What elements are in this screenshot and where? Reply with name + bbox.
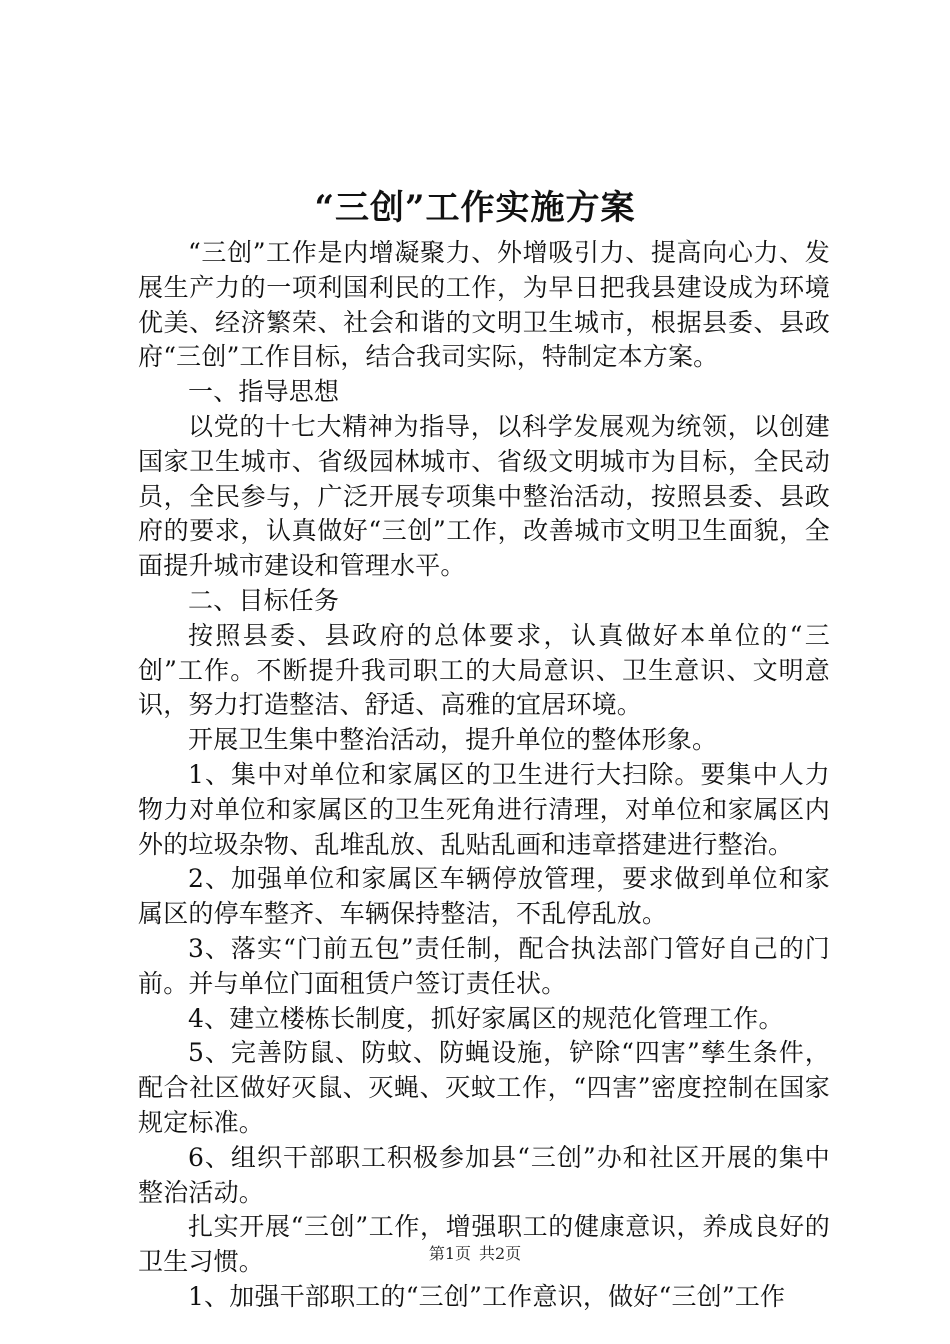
- page-total: 共2页: [479, 1244, 522, 1263]
- section-heading-goals-tasks: 二、目标任务: [188, 585, 340, 615]
- document-body: [138, 236, 830, 1315]
- list-item: 1、加强干部职工的“三创”工作意识，做好“三创”工作: [188, 1281, 786, 1311]
- list-item: 4、建立楼栋长制度，抓好家属区的规范化管理工作。: [188, 1003, 784, 1033]
- list-item: 1、集中对单位和家属区的卫生进行大扫除。要集中人力物力对单位和家属区的卫生死角进行清理，对单位和家属区内外的垃圾杂物、乱堆乱放、乱贴乱画和违章搭建进行整治。: [138, 759, 830, 859]
- list-item: 6、组织干部职工积极参加县“三创”办和社区开展的集中整治活动。: [138, 1142, 830, 1207]
- list-item: 3、落实“门前五包”责任制，配合执法部门管好自己的门前。并与单位门面租赁户签订责任状。: [138, 933, 830, 998]
- guiding-ideology-paragraph: 以党的十七大精神为指导，以科学发展观为统领，以创建国家卫生城市、省级园林城市、省级文明城市为目标，全民动员，全民参与，广泛开展专项集中整治活动，按照县委、县政府的要求，认真做好“三创”工作，改善城市文明卫生面貌，全面提升城市建设和管理水平。: [138, 411, 830, 581]
- list-item: 5、完善防鼠、防蚊、防蝇设施，铲除“四害”孳生条件，配合社区做好灭鼠、灭蝇、灭蚊工作，“四害”密度控制在国家规定标准。: [138, 1038, 830, 1137]
- page-number: 第1页: [428, 1244, 471, 1263]
- sanitation-campaign-heading: 开展卫生集中整治活动，提升单位的整体形象。: [188, 725, 718, 755]
- list-item: 2、加强单位和家属区车辆停放管理，要求做到单位和家属区的停车整齐、车辆保持整洁，不乱停乱放。: [138, 864, 830, 929]
- health-awareness-heading: 扎实开展“三创”工作，增强职工的健康意识，养成良好的卫生习惯。: [138, 1212, 830, 1277]
- document-title: “三创”工作实施方案: [314, 188, 636, 228]
- goals-paragraph: 按照县委、县政府的总体要求，认真做好本单位的“三创”工作。不断提升我司职工的大局意识、卫生意识、文明意识，努力打造整洁、舒适、高雅的宜居环境。: [138, 620, 830, 720]
- page-footer: [0, 1244, 950, 1264]
- intro-paragraph: “三创”工作是内增凝聚力、外增吸引力、提高向心力、发展生产力的一项利国利民的工作，为早日把我县建设成为环境优美、经济繁荣、社会和谐的文明卫生城市，根据县委、县政府“三创”工作目标，结合我司实际，特制定本方案。: [138, 238, 830, 372]
- section-heading-guiding-ideology: 一、指导思想: [188, 377, 340, 407]
